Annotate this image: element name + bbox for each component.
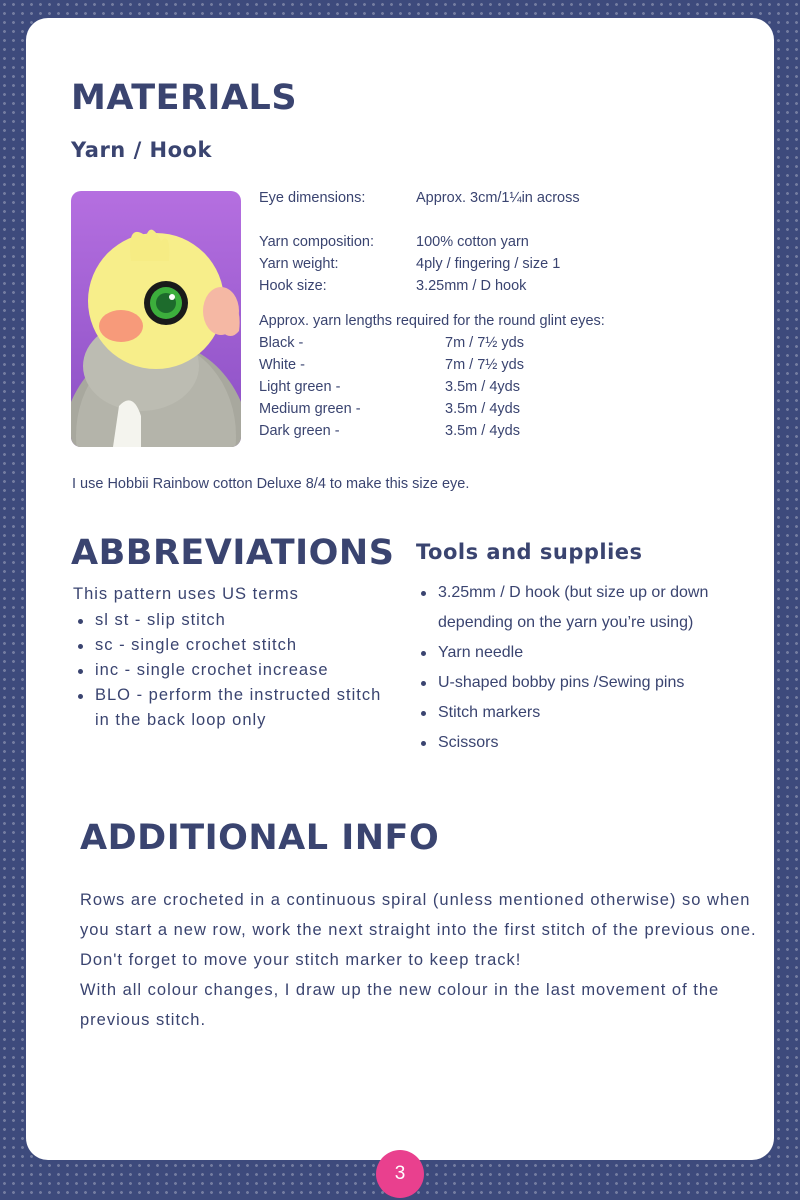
spec-row <box>259 256 561 272</box>
spec-label: Yarn weight: <box>259 256 339 272</box>
yarn-amount: 7m / 7½ yds <box>445 335 524 351</box>
yarn-amount: 7m / 7½ yds <box>445 357 524 373</box>
list-item: sl st - slip stitch <box>73 608 393 633</box>
list-item: inc - single crochet increase <box>73 658 393 683</box>
yarn-color: White - <box>259 357 305 373</box>
list-item: sc - single crochet stitch <box>73 633 393 658</box>
list-item: Scissors <box>416 728 746 758</box>
spec-value: 100% cotton yarn <box>416 234 529 250</box>
tools-heading: Tools and supplies <box>416 540 643 564</box>
yarn-color: Light green - <box>259 379 341 395</box>
pattern-page <box>26 18 774 1160</box>
yarn-color: Dark green - <box>259 423 340 439</box>
abbreviations-heading: ABBREVIATIONS <box>71 533 395 573</box>
list-item: BLO - perform the instructed stitch in the back loop only <box>73 683 393 733</box>
yarn-hook-subheading: Yarn / Hook <box>71 138 212 162</box>
yarn-lengths-heading: Approx. yarn lengths required for the round glint eyes: <box>259 313 605 329</box>
page-number-badge: 3 <box>376 1150 424 1198</box>
spec-value: 3.25mm / D hook <box>416 278 527 294</box>
abbreviations-intro: This pattern uses US terms <box>73 585 299 603</box>
list-item: U-shaped bobby pins /Sewing pins <box>416 668 746 698</box>
yarn-length-row <box>259 423 520 439</box>
list-item: 3.25mm / D hook (but size up or down depending on the yarn you’re using) <box>416 578 746 638</box>
spec-label: Eye dimensions: <box>259 190 366 206</box>
spec-row <box>259 190 580 206</box>
yarn-length-row <box>259 401 520 417</box>
list-item: Stitch markers <box>416 698 746 728</box>
yarn-brand-note: I use Hobbii Rainbow cotton Deluxe 8/4 to make this size eye. <box>72 476 470 492</box>
yarn-color: Medium green - <box>259 401 361 417</box>
cockatiel-illustration <box>71 191 241 447</box>
info-paragraph: Rows are crocheted in a continuous spiral (unless mentioned otherwise) so when you start a new row, work the next straight into the first stitch of the previous one. Don't forget to move your stitch marker to keep track! <box>80 891 757 969</box>
spec-row <box>259 234 529 250</box>
yarn-length-row <box>259 357 524 373</box>
yarn-length-row <box>259 335 524 351</box>
yarn-length-row <box>259 379 520 395</box>
materials-heading: MATERIALS <box>71 78 298 118</box>
spec-value: Approx. 3cm/1¼in across <box>416 190 580 206</box>
abbreviations-list <box>73 608 393 733</box>
yarn-amount: 3.5m / 4yds <box>445 379 520 395</box>
spec-label: Hook size: <box>259 278 327 294</box>
yarn-amount: 3.5m / 4yds <box>445 423 520 439</box>
list-item: Yarn needle <box>416 638 746 668</box>
yarn-amount: 3.5m / 4yds <box>445 401 520 417</box>
crocheted-cockatiel-photo <box>71 191 241 447</box>
info-paragraph: With all colour changes, I draw up the new colour in the last movement of the previous stitch. <box>80 981 720 1029</box>
additional-info-text <box>80 885 760 1035</box>
yarn-color: Black - <box>259 335 304 351</box>
spec-label: Yarn composition: <box>259 234 374 250</box>
additional-info-heading: ADDITIONAL INFO <box>80 818 440 858</box>
tools-list <box>416 578 746 758</box>
spec-row <box>259 278 527 294</box>
spec-value: 4ply / fingering / size 1 <box>416 256 561 272</box>
